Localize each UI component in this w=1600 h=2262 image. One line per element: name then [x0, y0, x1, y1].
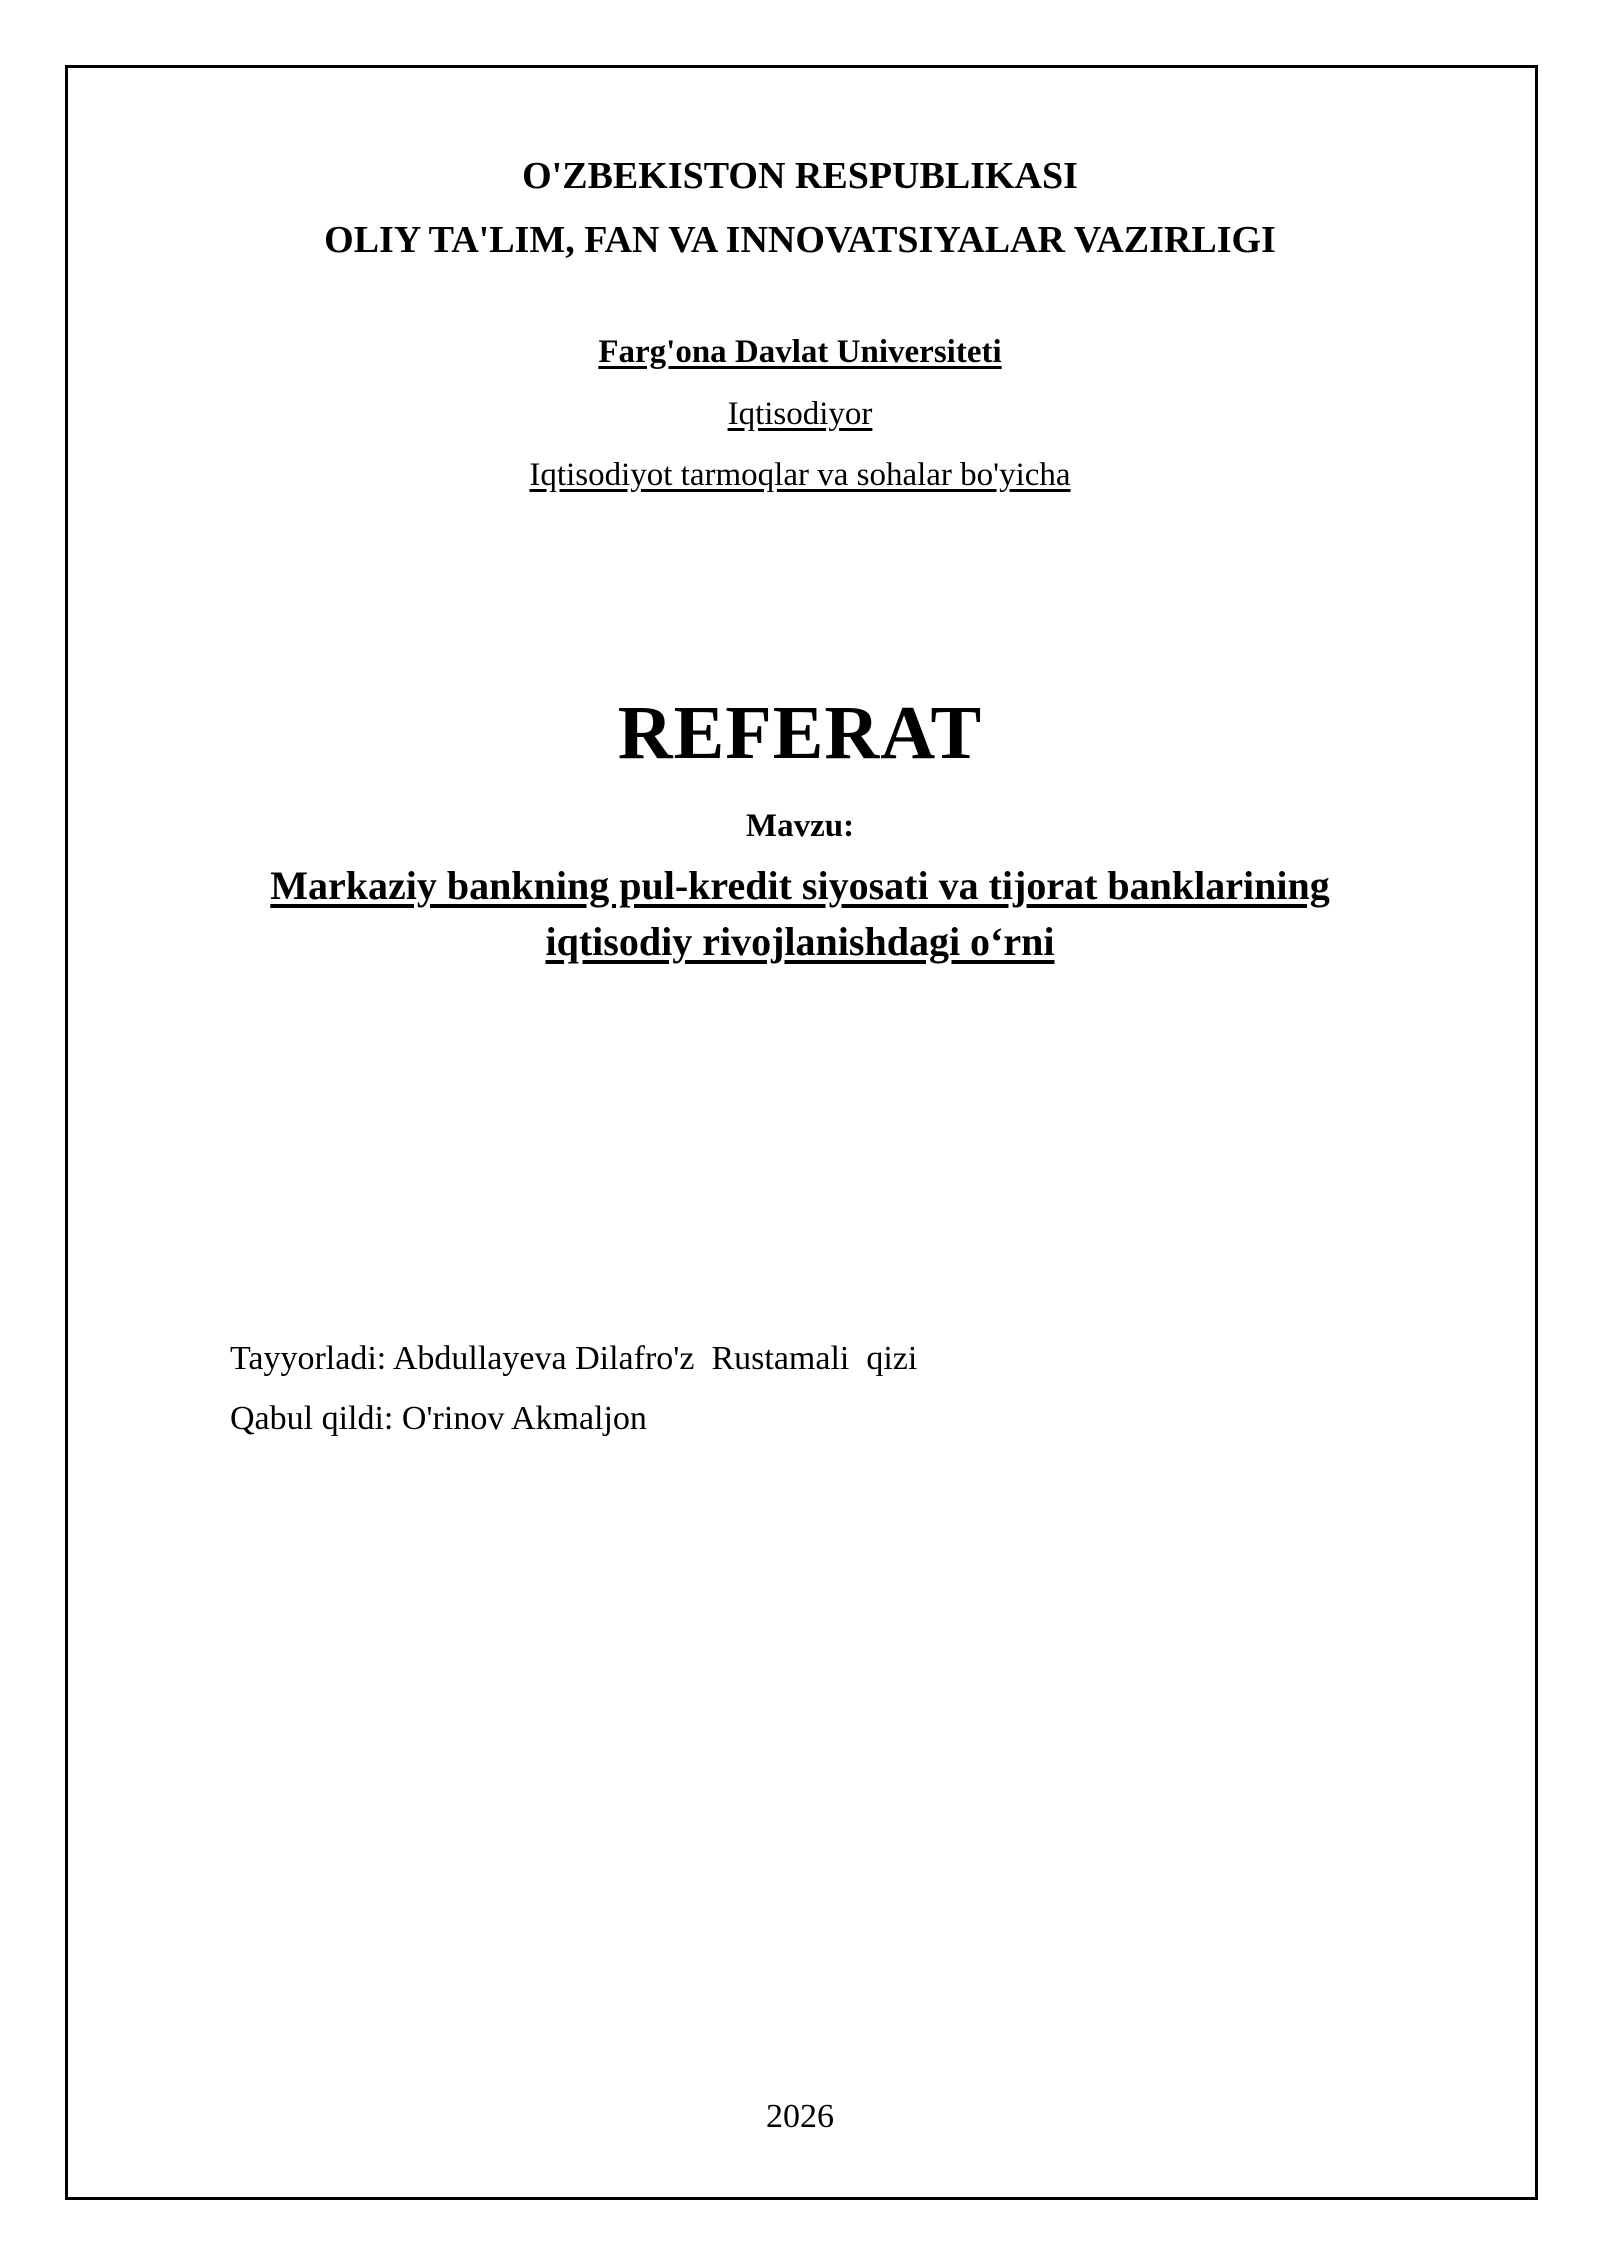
- prepared-by: Tayyorladi: Abdullayeva Dilafro'z Rustamali qizi: [230, 1340, 918, 1377]
- faculty-name: Iqtisodiyor: [727, 396, 873, 432]
- country-heading: O'ZBEKISTON RESPUBLIKASI: [522, 155, 1078, 197]
- topic-title-line-1: Markaziy bankning pul-kredit siyosati va tijorat banklarining: [270, 863, 1330, 908]
- ministry-heading: OLIY TA'LIM, FAN VA INNOVATSIYALAR VAZIRLIGI: [324, 219, 1276, 261]
- accepted-by: Qabul qildi: O'rinov Akmaljon: [230, 1400, 647, 1437]
- year: 2026: [766, 2098, 834, 2135]
- topic-label: Mavzu:: [745, 808, 855, 844]
- document-type-title: REFERAT: [617, 691, 983, 775]
- topic-title-line-2: iqtisodiy rivojlanishdagi o‘rni: [545, 919, 1055, 964]
- university-name: Farg'ona Davlat Universiteti: [598, 334, 1002, 370]
- page-border: [65, 65, 1538, 2200]
- department-name: Iqtisodiyot tarmoqlar va sohalar bo'yicha: [529, 457, 1071, 493]
